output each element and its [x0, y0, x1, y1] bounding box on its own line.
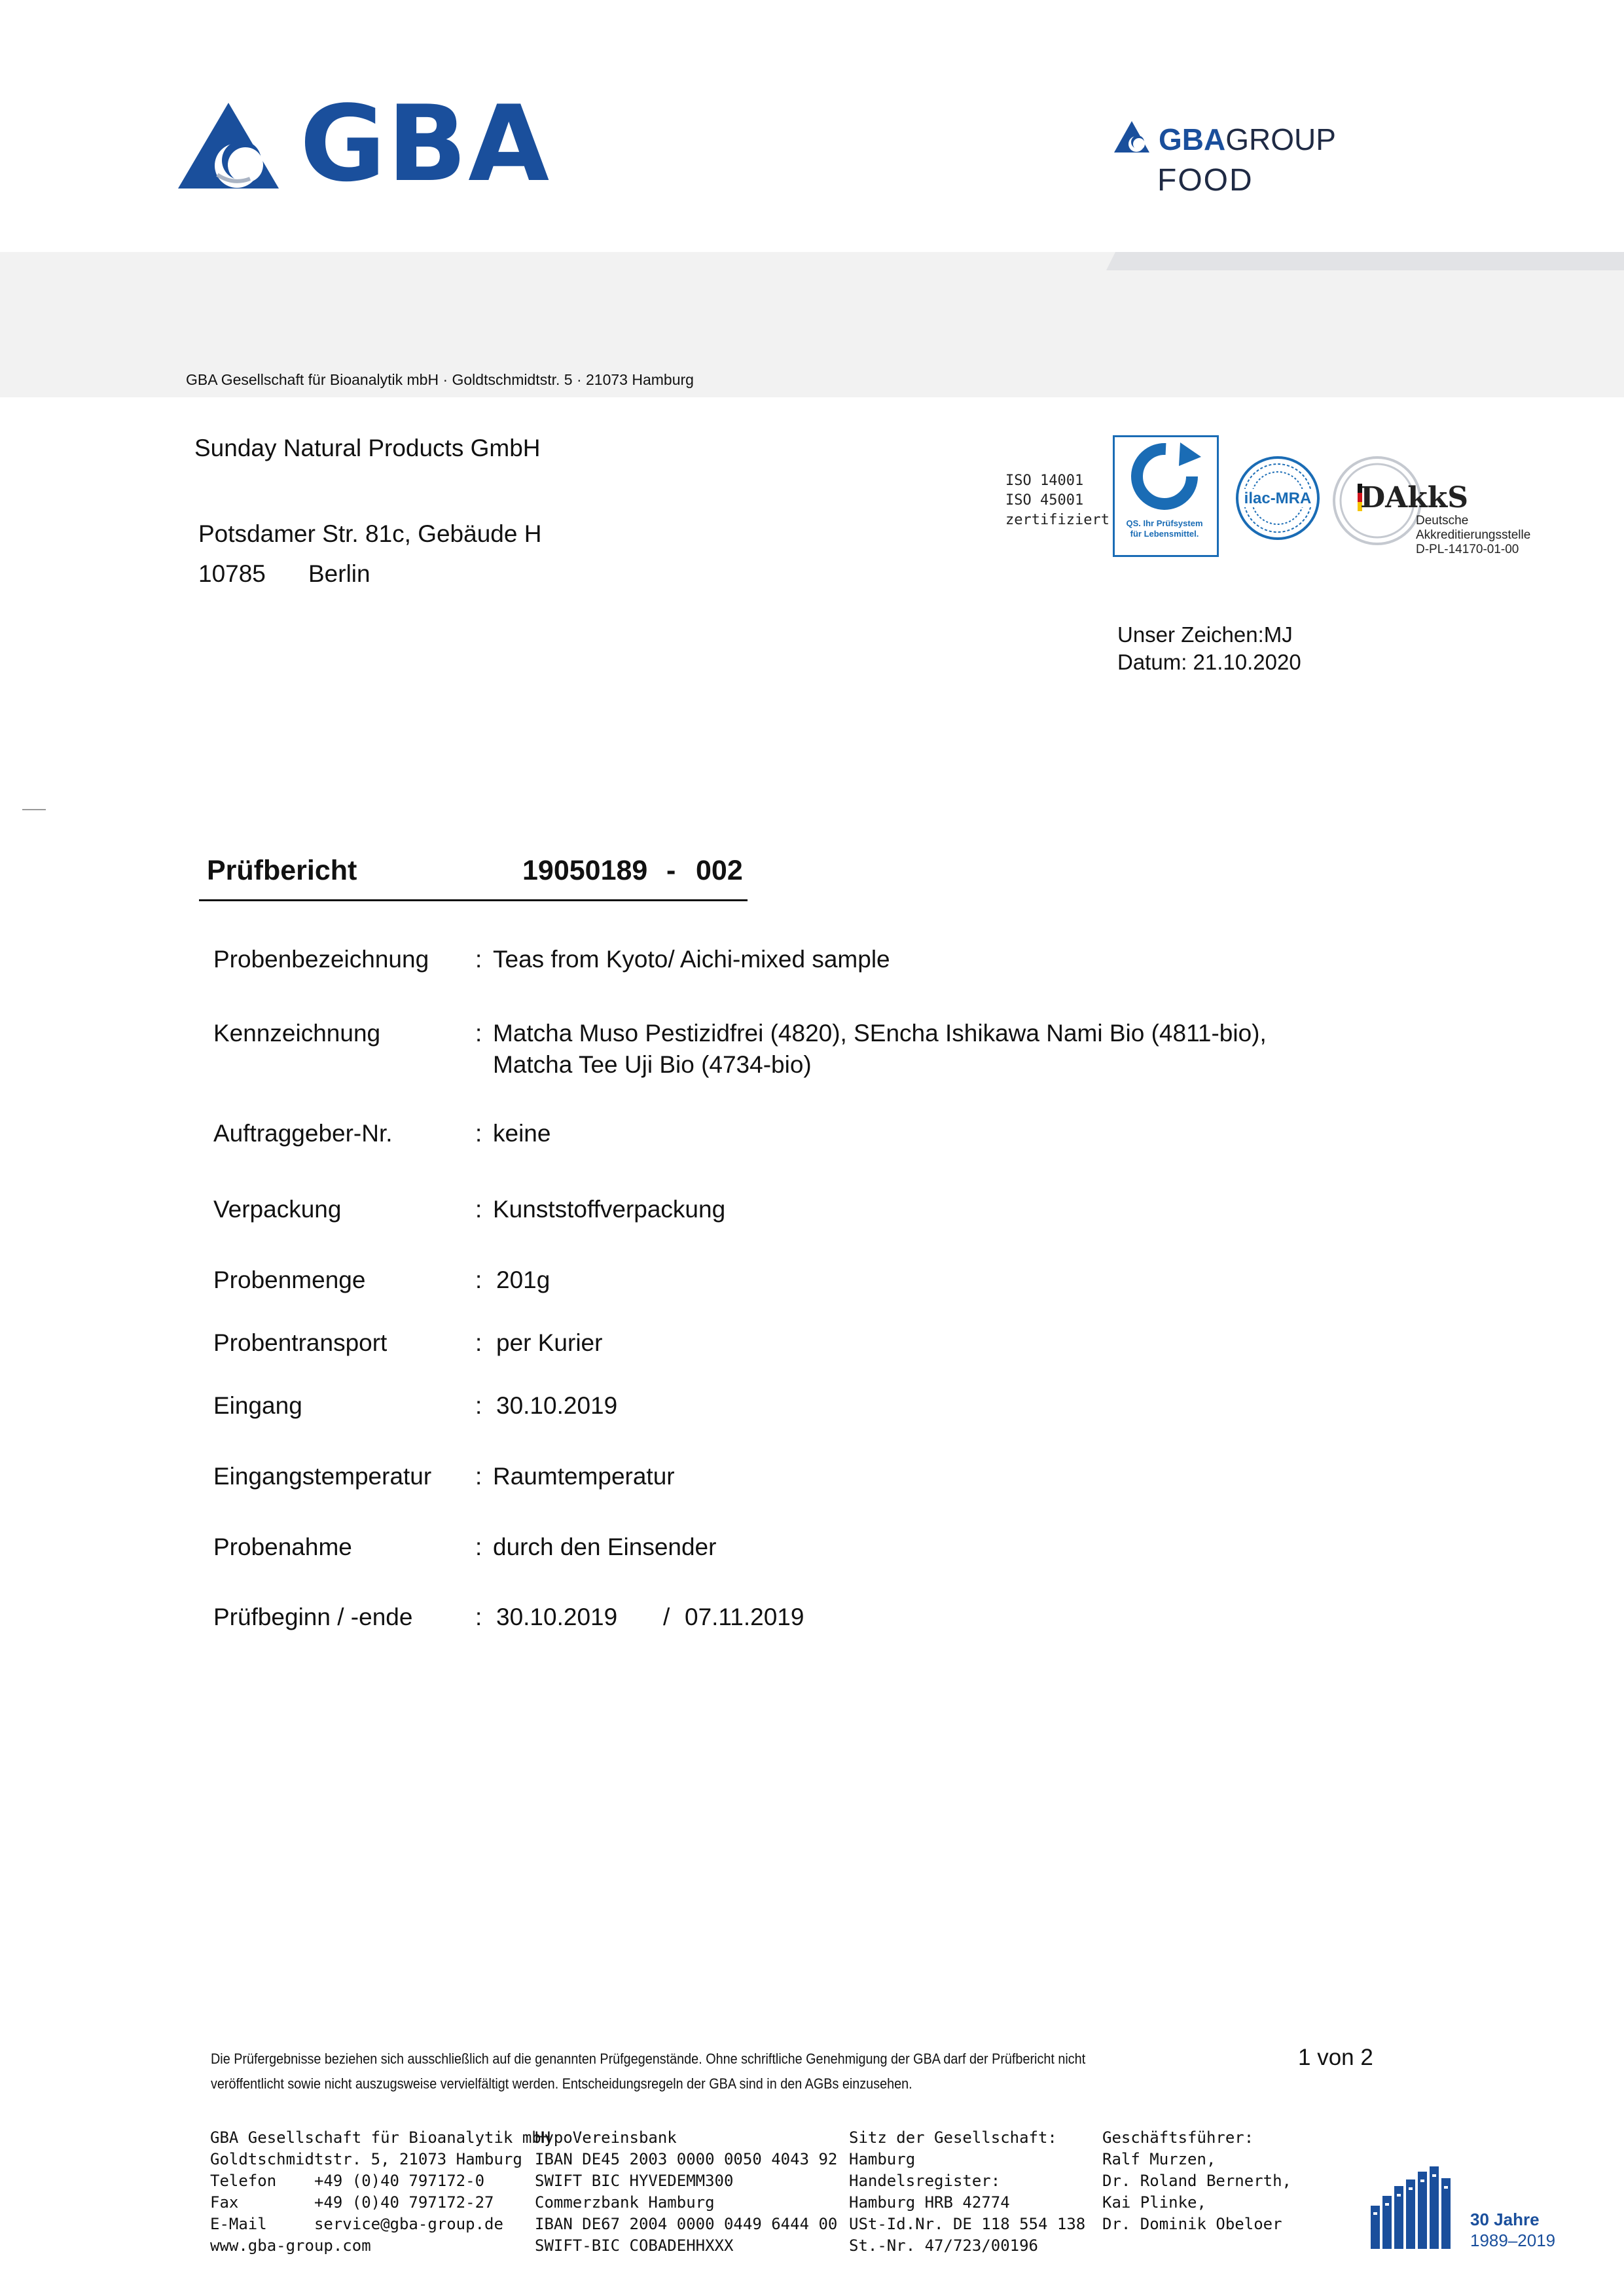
- field-label-eingangstemperatur: Eingangstemperatur: [213, 1463, 432, 1490]
- field-colon: :: [475, 1392, 482, 1419]
- reference-zeichen: Unser Zeichen:MJ: [1117, 622, 1293, 647]
- fold-mark: [22, 809, 46, 810]
- anniversary-range: 1989–2019: [1470, 2231, 1556, 2250]
- field-value-auftraggeber: keine: [493, 1120, 551, 1147]
- sender-address-line: GBA Gesellschaft für Bioanalytik mbH · Goldtschmidtstr. 5 · 21073 Hamburg: [186, 371, 694, 388]
- field-value-probentransport: per Kurier: [496, 1329, 603, 1356]
- report-number-suffix: 002: [696, 855, 743, 886]
- svg-text:ilac-MRA: ilac-MRA: [1244, 490, 1312, 507]
- field-colon: :: [475, 1463, 482, 1490]
- qs-caption: QS. Ihr Prüfsystem für Lebensmittel.: [1126, 518, 1203, 539]
- recipient-company: Sunday Natural Products GmbH: [194, 435, 541, 461]
- field-colon: :: [475, 1604, 482, 1630]
- field-value-pruefbeginn: 30.10.2019: [496, 1604, 618, 1630]
- field-value-probenmenge: 201g: [496, 1266, 550, 1293]
- field-label-auftraggeber: Auftraggeber-Nr.: [213, 1120, 393, 1147]
- field-label-kennzeichnung: Kennzeichnung: [213, 1020, 381, 1047]
- field-value-kennzeichnung: Matcha Muso Pestizidfrei (4820), SEncha Ishikawa Nami Bio (4811-bio),: [493, 1020, 1267, 1047]
- dakks-subtitle: Deutsche Akkreditierungsstelle D-PL-14170-01-00: [1416, 514, 1531, 556]
- field-value-eingangstemperatur: Raumtemperatur: [493, 1463, 675, 1490]
- field-label-eingang: Eingang: [213, 1392, 302, 1419]
- field-value-kennzeichnung-line2: Matcha Tee Uji Bio (4734-bio): [493, 1051, 812, 1078]
- field-label-probentransport: Probentransport: [213, 1329, 388, 1356]
- field-label-probenahme: Probenahme: [213, 1534, 352, 1560]
- gba-group-logo-text: GBAGROUP: [1159, 122, 1336, 156]
- field-value-probenbezeichnung: Teas from Kyoto/ Aichi-mixed sample: [493, 946, 890, 973]
- report-title: Prüfbericht: [207, 855, 357, 886]
- gba-triangle-logo-icon: [177, 101, 280, 190]
- ilac-mra-logo-icon: [1235, 455, 1321, 541]
- dakks-wordmark: DAkkS: [1360, 481, 1469, 514]
- anniversary-buildings-icon: [1368, 2160, 1466, 2251]
- page-number: 1 von 2: [1298, 2045, 1373, 2070]
- header-band-stripe: [1106, 252, 1624, 270]
- field-value-pruefbeginn-separator: /: [663, 1604, 670, 1630]
- footer-management-column: Geschäftsführer: Ralf Murzen, Dr. Roland Bernerth, Kai Plinke, Dr. Dominik Obeloer: [1102, 2128, 1291, 2233]
- iso-certification-text: ISO 14001 ISO 45001 zertifiziert: [1005, 473, 1110, 528]
- field-colon: :: [475, 1329, 482, 1356]
- field-colon: :: [475, 1266, 482, 1293]
- footer-company-column: GBA Gesellschaft für Bioanalytik mbH Goldtschmidtstr. 5, 21073 Hamburg Telefon +49 (0)40 797172-0 Fax +49 (0)40 797172-27 E-Mail service@gba-group.de www.gba-group.com: [210, 2128, 551, 2255]
- report-number-separator: -: [666, 855, 676, 886]
- footer-registry-column: Sitz der Gesellschaft: Hamburg Handelsregister: Hamburg HRB 42774 USt-Id.Nr. DE 118 554 138 St.-Nr. 47/723/00196: [849, 2128, 1086, 2255]
- field-value-eingang: 30.10.2019: [496, 1392, 618, 1419]
- field-label-probenbezeichnung: Probenbezeichnung: [213, 946, 429, 973]
- field-label-verpackung: Verpackung: [213, 1196, 342, 1223]
- field-value-probenahme: durch den Einsender: [493, 1534, 717, 1560]
- field-value-verpackung: Kunststoffverpackung: [493, 1196, 726, 1223]
- field-label-pruefbeginn: Prüfbeginn / -ende: [213, 1604, 413, 1630]
- reference-datum: Datum: 21.10.2020: [1117, 650, 1301, 674]
- recipient-street: Potsdamer Str. 81c, Gebäude H: [198, 520, 542, 547]
- field-colon: :: [475, 1020, 482, 1047]
- report-number: 19050189: [522, 855, 648, 886]
- field-colon: :: [475, 946, 482, 973]
- recipient-city: Berlin: [308, 560, 370, 587]
- field-colon: :: [475, 1120, 482, 1147]
- footer-bank-column: HypoVereinsbank IBAN DE45 2003 0000 0050 4043 92 SWIFT BIC HYVEDEMM300 Commerzbank Hamburg IBAN DE67 2004 0000 0449 6444 00 SWIFT-BIC COBADEHHXXX: [535, 2128, 838, 2255]
- field-value-pruefende: 07.11.2019: [685, 1604, 804, 1630]
- field-colon: :: [475, 1534, 482, 1560]
- anniversary-title: 30 Jahre: [1470, 2210, 1540, 2229]
- report-title-underline: [199, 899, 748, 901]
- recipient-postcode: 10785: [198, 560, 266, 587]
- qs-arrow-icon: [1115, 437, 1217, 516]
- gba-group-logo-icon: [1113, 120, 1151, 154]
- field-label-probenmenge: Probenmenge: [213, 1266, 366, 1293]
- gba-logo-text: GBA: [300, 82, 551, 205]
- gba-group-food-label: FOOD: [1157, 163, 1254, 198]
- disclaimer-text: Die Prüfergebnisse beziehen sich ausschließlich auf die genannten Prüfgegenstände. Ohne schriftliche Genehmigung der GBA darf der Prüfbericht nicht veröffentlicht sowie nicht auszugsweise vervielfältigt werden. Entscheidungsregeln der GBA sind in den AGBs einzusehen.: [211, 2051, 1086, 2092]
- field-colon: :: [475, 1196, 482, 1223]
